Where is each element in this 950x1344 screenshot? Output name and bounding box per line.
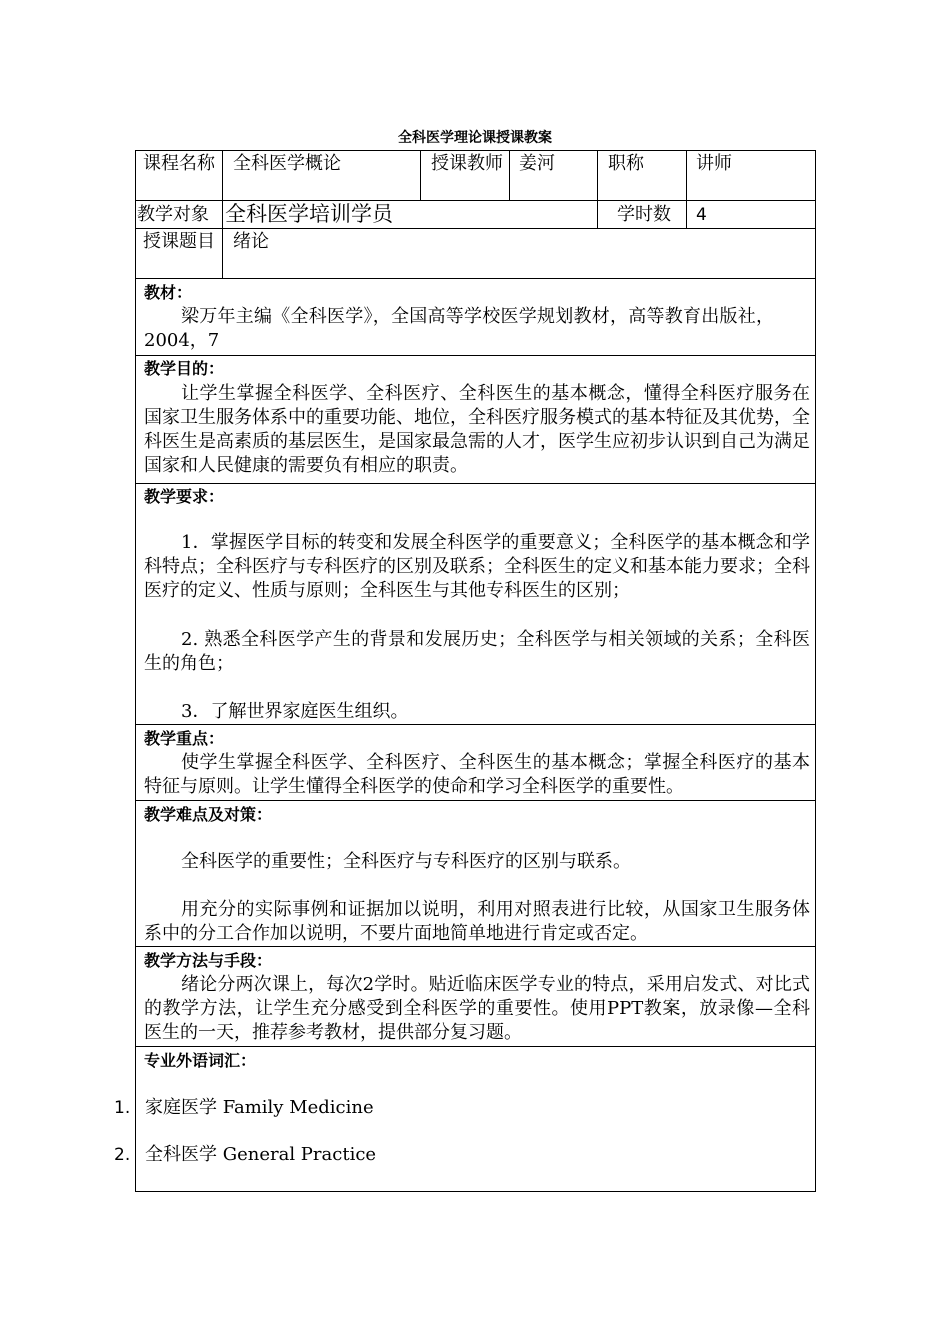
row-divider bbox=[135, 800, 816, 801]
difficulties-heading: 教学难点及对策： bbox=[144, 805, 273, 824]
key-points-text: 使学生掌握全科医学、全科医疗、全科医生的基本概念；掌握全科医疗的基本特征与原则。让学生懂得全科医学的使命和学习全科医学的重要性。 bbox=[144, 752, 810, 797]
course-name-value: 全科医学概论 bbox=[233, 153, 341, 174]
column-divider bbox=[509, 150, 510, 200]
row-divider bbox=[135, 228, 816, 229]
row-divider bbox=[135, 278, 816, 279]
row-divider bbox=[135, 946, 816, 947]
row-divider bbox=[135, 1046, 816, 1047]
column-divider bbox=[420, 150, 421, 200]
audience-label: 教学对象 bbox=[137, 204, 209, 225]
methods-text: 绪论分两次课上，每次2学时。贴近临床医学专业的特点，采用启发式、对比式的教学方法，让学生充分感受到全科医学的重要性。使用PPT教案，放录像—全科医生的一天，推荐参考教材，提供部分复习题。 bbox=[144, 974, 810, 1043]
requirement-item: 3．了解世界家庭医生组织。 bbox=[181, 701, 409, 722]
vocabulary-number: 2. bbox=[114, 1145, 131, 1165]
requirement-item: 2. 熟悉全科医学产生的背景和发展历史；全科医学与相关领域的关系；全科医生的角色； bbox=[144, 629, 810, 674]
objective-heading: 教学目的： bbox=[144, 359, 225, 378]
hours-value: 4 bbox=[696, 205, 707, 225]
column-divider bbox=[686, 150, 687, 228]
textbook-text: 梁万年主编《全科医学》，全国高等学校医学规划教材，高等教育出版社，2004，7 bbox=[144, 306, 774, 351]
topic-value: 绪论 bbox=[233, 231, 269, 252]
vocabulary-term: 家庭医学 Family Medicine bbox=[145, 1097, 374, 1118]
row-divider bbox=[135, 200, 816, 201]
teacher-label: 授课教师 bbox=[431, 153, 503, 174]
difficulties-paragraph: 用充分的实际事例和证据加以说明，利用对照表进行比较，从国家卫生服务体系中的分工合作加以说明，不要片面地简单地进行肯定或否定。 bbox=[144, 899, 810, 944]
topic-label: 授课题目 bbox=[143, 231, 215, 252]
requirement-item: 1．掌握医学目标的转变和发展全科医学的重要意义；全科医学的基本概念和学科特点；全科医疗与专科医疗的区别及联系；全科医生的定义和基本能力要求；全科医疗的定义、性质与原则；全科医生与其他专科医生的区别； bbox=[144, 532, 810, 601]
document-title: 全科医学理论课授课教案 bbox=[398, 130, 552, 146]
rank-value: 讲师 bbox=[696, 153, 732, 174]
methods-heading: 教学方法与手段： bbox=[144, 951, 273, 970]
column-divider bbox=[222, 150, 223, 278]
row-divider bbox=[135, 724, 816, 725]
column-divider bbox=[597, 150, 598, 228]
requirements-heading: 教学要求： bbox=[144, 487, 225, 506]
audience-value: 全科医学培训学员 bbox=[225, 202, 393, 226]
vocabulary-number: 1. bbox=[114, 1098, 131, 1118]
row-divider bbox=[135, 483, 816, 484]
textbook-heading: 教材： bbox=[144, 283, 193, 302]
row-divider bbox=[135, 355, 816, 356]
hours-label: 学时数 bbox=[617, 204, 671, 225]
key-points-heading: 教学重点： bbox=[144, 729, 225, 748]
difficulties-paragraph: 全科医学的重要性；全科医疗与专科医疗的区别与联系。 bbox=[181, 851, 631, 872]
vocabulary-heading: 专业外语词汇： bbox=[144, 1051, 257, 1070]
teacher-value: 姜河 bbox=[519, 153, 555, 174]
rank-label: 职称 bbox=[608, 153, 644, 174]
vocabulary-term: 全科医学 General Practice bbox=[145, 1144, 377, 1165]
objective-text: 让学生掌握全科医学、全科医疗、全科医生的基本概念，懂得全科医疗服务在国家卫生服务体系中的重要功能、地位，全科医疗服务模式的基本特征及其优势，全科医生是高素质的基层医生，是国家最急需的人才，医学生应初步认识到自己为满足国家和人民健康的需要负有相应的职责。 bbox=[144, 383, 810, 476]
course-name-label: 课程名称 bbox=[143, 153, 215, 174]
